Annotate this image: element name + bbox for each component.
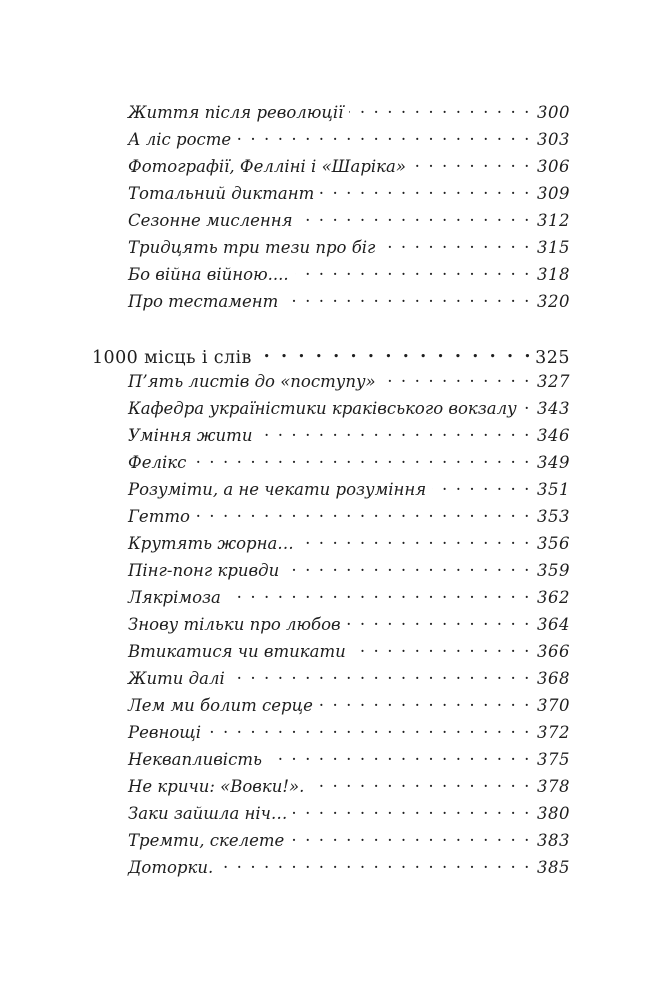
toc-entry-title: Гетто bbox=[128, 507, 190, 526]
toc-entry-page: 353 bbox=[537, 507, 570, 526]
toc-entry-title: Ревнощі bbox=[128, 723, 202, 742]
toc-entry-page: 300 bbox=[537, 103, 570, 122]
toc-entry-page: 351 bbox=[537, 480, 570, 499]
dot-leader bbox=[260, 341, 533, 363]
dot-leader bbox=[293, 799, 531, 819]
dot-leader bbox=[382, 367, 531, 387]
toc-entry-page: 320 bbox=[537, 292, 570, 311]
toc-entry bbox=[128, 367, 570, 389]
toc-entry-title: Бо війна війною.... bbox=[128, 265, 289, 284]
toc-section-page: 325 bbox=[535, 348, 570, 368]
toc-entry bbox=[128, 475, 570, 497]
dot-leader bbox=[196, 502, 531, 522]
toc-entry bbox=[128, 664, 570, 686]
toc-entry-title: П’ять листів до «поступу» bbox=[128, 372, 376, 391]
toc-entry-page: 362 bbox=[537, 588, 570, 607]
toc-entry-title: Доторки. bbox=[128, 858, 214, 877]
toc-entry bbox=[128, 260, 570, 282]
dot-leader bbox=[381, 233, 531, 253]
dot-leader bbox=[192, 448, 531, 468]
toc-entry-page: 306 bbox=[537, 157, 570, 176]
toc-entry-title: Уміння жити bbox=[128, 426, 253, 445]
dot-leader bbox=[349, 98, 531, 118]
dot-leader bbox=[352, 637, 531, 657]
toc-entry-title: Не кричи: «Вовки!». bbox=[128, 777, 305, 796]
toc-entry bbox=[128, 502, 570, 524]
toc-entry bbox=[128, 637, 570, 659]
toc-entry bbox=[128, 583, 570, 605]
toc-entry-title: Заки зайшла ніч… bbox=[128, 804, 288, 823]
toc-entry bbox=[128, 799, 570, 821]
toc-entry bbox=[128, 610, 570, 632]
toc-entry-page: 343 bbox=[537, 399, 570, 418]
toc-entry bbox=[128, 125, 570, 147]
dot-leader bbox=[237, 125, 531, 145]
toc-entry bbox=[128, 448, 570, 470]
toc-entry bbox=[128, 98, 570, 120]
dot-leader bbox=[310, 772, 531, 792]
toc-entry bbox=[128, 772, 570, 794]
toc-entry bbox=[128, 529, 570, 551]
toc-entry-title: А ліс росте bbox=[128, 130, 232, 149]
toc-entry-title: Життя після революції bbox=[128, 103, 344, 122]
toc-entry bbox=[128, 206, 570, 228]
toc-entry bbox=[128, 556, 570, 578]
toc-entry-page: 346 bbox=[537, 426, 570, 445]
dot-leader bbox=[285, 556, 531, 576]
toc-entry-title: Пінг-понг кривди bbox=[128, 561, 280, 580]
toc-entry-page: 364 bbox=[537, 615, 570, 634]
dot-leader bbox=[412, 152, 531, 172]
toc-entry-title: Про тестамент bbox=[128, 292, 279, 311]
toc-entry-title: Тридцять три тези про біг bbox=[128, 238, 376, 257]
dot-leader bbox=[523, 394, 531, 414]
dot-leader bbox=[227, 583, 531, 603]
toc-entry bbox=[128, 394, 570, 416]
dot-leader bbox=[231, 664, 531, 684]
toc-entry-title: Фелікс bbox=[128, 453, 187, 472]
toc-entry-page: 327 bbox=[537, 372, 570, 391]
toc-entry bbox=[128, 853, 570, 875]
toc-section-heading bbox=[92, 341, 570, 368]
toc-entry bbox=[128, 718, 570, 740]
toc-entry-page: 378 bbox=[537, 777, 570, 796]
dot-leader bbox=[347, 610, 531, 630]
toc-entry-page: 372 bbox=[537, 723, 570, 742]
toc-entry bbox=[128, 152, 570, 174]
toc-entry-title: Тремти, скелете bbox=[128, 831, 285, 850]
toc-entry-title: Лякрімоза bbox=[128, 588, 221, 607]
dot-leader bbox=[284, 287, 531, 307]
toc-entry-page: 370 bbox=[537, 696, 570, 715]
dot-leader bbox=[432, 475, 531, 495]
toc-entry-title: Сезонне мислення bbox=[128, 211, 293, 230]
toc-entry-title: Жити далі bbox=[128, 669, 225, 688]
dot-leader bbox=[258, 421, 531, 441]
toc-entry-title: Лем ми болит серце bbox=[128, 696, 313, 715]
toc-entry-title: Розуміти, а не чекати розуміння bbox=[128, 480, 427, 499]
dot-leader bbox=[207, 718, 531, 738]
toc-entry-page: 383 bbox=[537, 831, 570, 850]
toc-entry bbox=[128, 745, 570, 767]
dot-leader bbox=[320, 179, 531, 199]
toc-entry bbox=[128, 826, 570, 848]
toc-entry-title: Тотальний диктант bbox=[128, 184, 315, 203]
toc-entry-page: 366 bbox=[537, 642, 570, 661]
dot-leader bbox=[268, 745, 531, 765]
toc-entry-title: Крутять жорна… bbox=[128, 534, 294, 553]
toc-entry-page: 315 bbox=[537, 238, 570, 257]
toc-entry bbox=[128, 421, 570, 443]
dot-leader bbox=[219, 853, 531, 873]
toc-entry-page: 385 bbox=[537, 858, 570, 877]
dot-leader bbox=[290, 826, 531, 846]
toc-entry-title: Фотографії, Фелліні і «Шаріка» bbox=[128, 157, 406, 176]
dot-leader bbox=[299, 206, 531, 226]
toc-entry-page: 303 bbox=[537, 130, 570, 149]
toc-entry bbox=[128, 287, 570, 309]
toc-entry-page: 318 bbox=[537, 265, 570, 284]
toc-entry-page: 312 bbox=[537, 211, 570, 230]
dot-leader bbox=[319, 691, 531, 711]
toc-entry bbox=[128, 691, 570, 713]
toc-entry-page: 309 bbox=[537, 184, 570, 203]
toc-entry-page: 368 bbox=[537, 669, 570, 688]
toc-entry-page: 359 bbox=[537, 561, 570, 580]
toc-entry-page: 356 bbox=[537, 534, 570, 553]
toc-entry-title: Кафедра україністики краківського вокзалу bbox=[128, 399, 517, 418]
dot-leader bbox=[295, 260, 531, 280]
toc-section-title: 1000 місць і слів bbox=[92, 348, 252, 368]
toc-entry-page: 349 bbox=[537, 453, 570, 472]
toc-entry bbox=[128, 179, 570, 201]
toc-entry-title: Втикатися чи втикати bbox=[128, 642, 346, 661]
toc-entry bbox=[128, 233, 570, 255]
toc-entry-title: Знову тільки про любов bbox=[128, 615, 341, 634]
toc-entry-page: 375 bbox=[537, 750, 570, 769]
dot-leader bbox=[300, 529, 531, 549]
toc-entry-title: Неквапливість bbox=[128, 750, 262, 769]
toc-entry-page: 380 bbox=[537, 804, 570, 823]
